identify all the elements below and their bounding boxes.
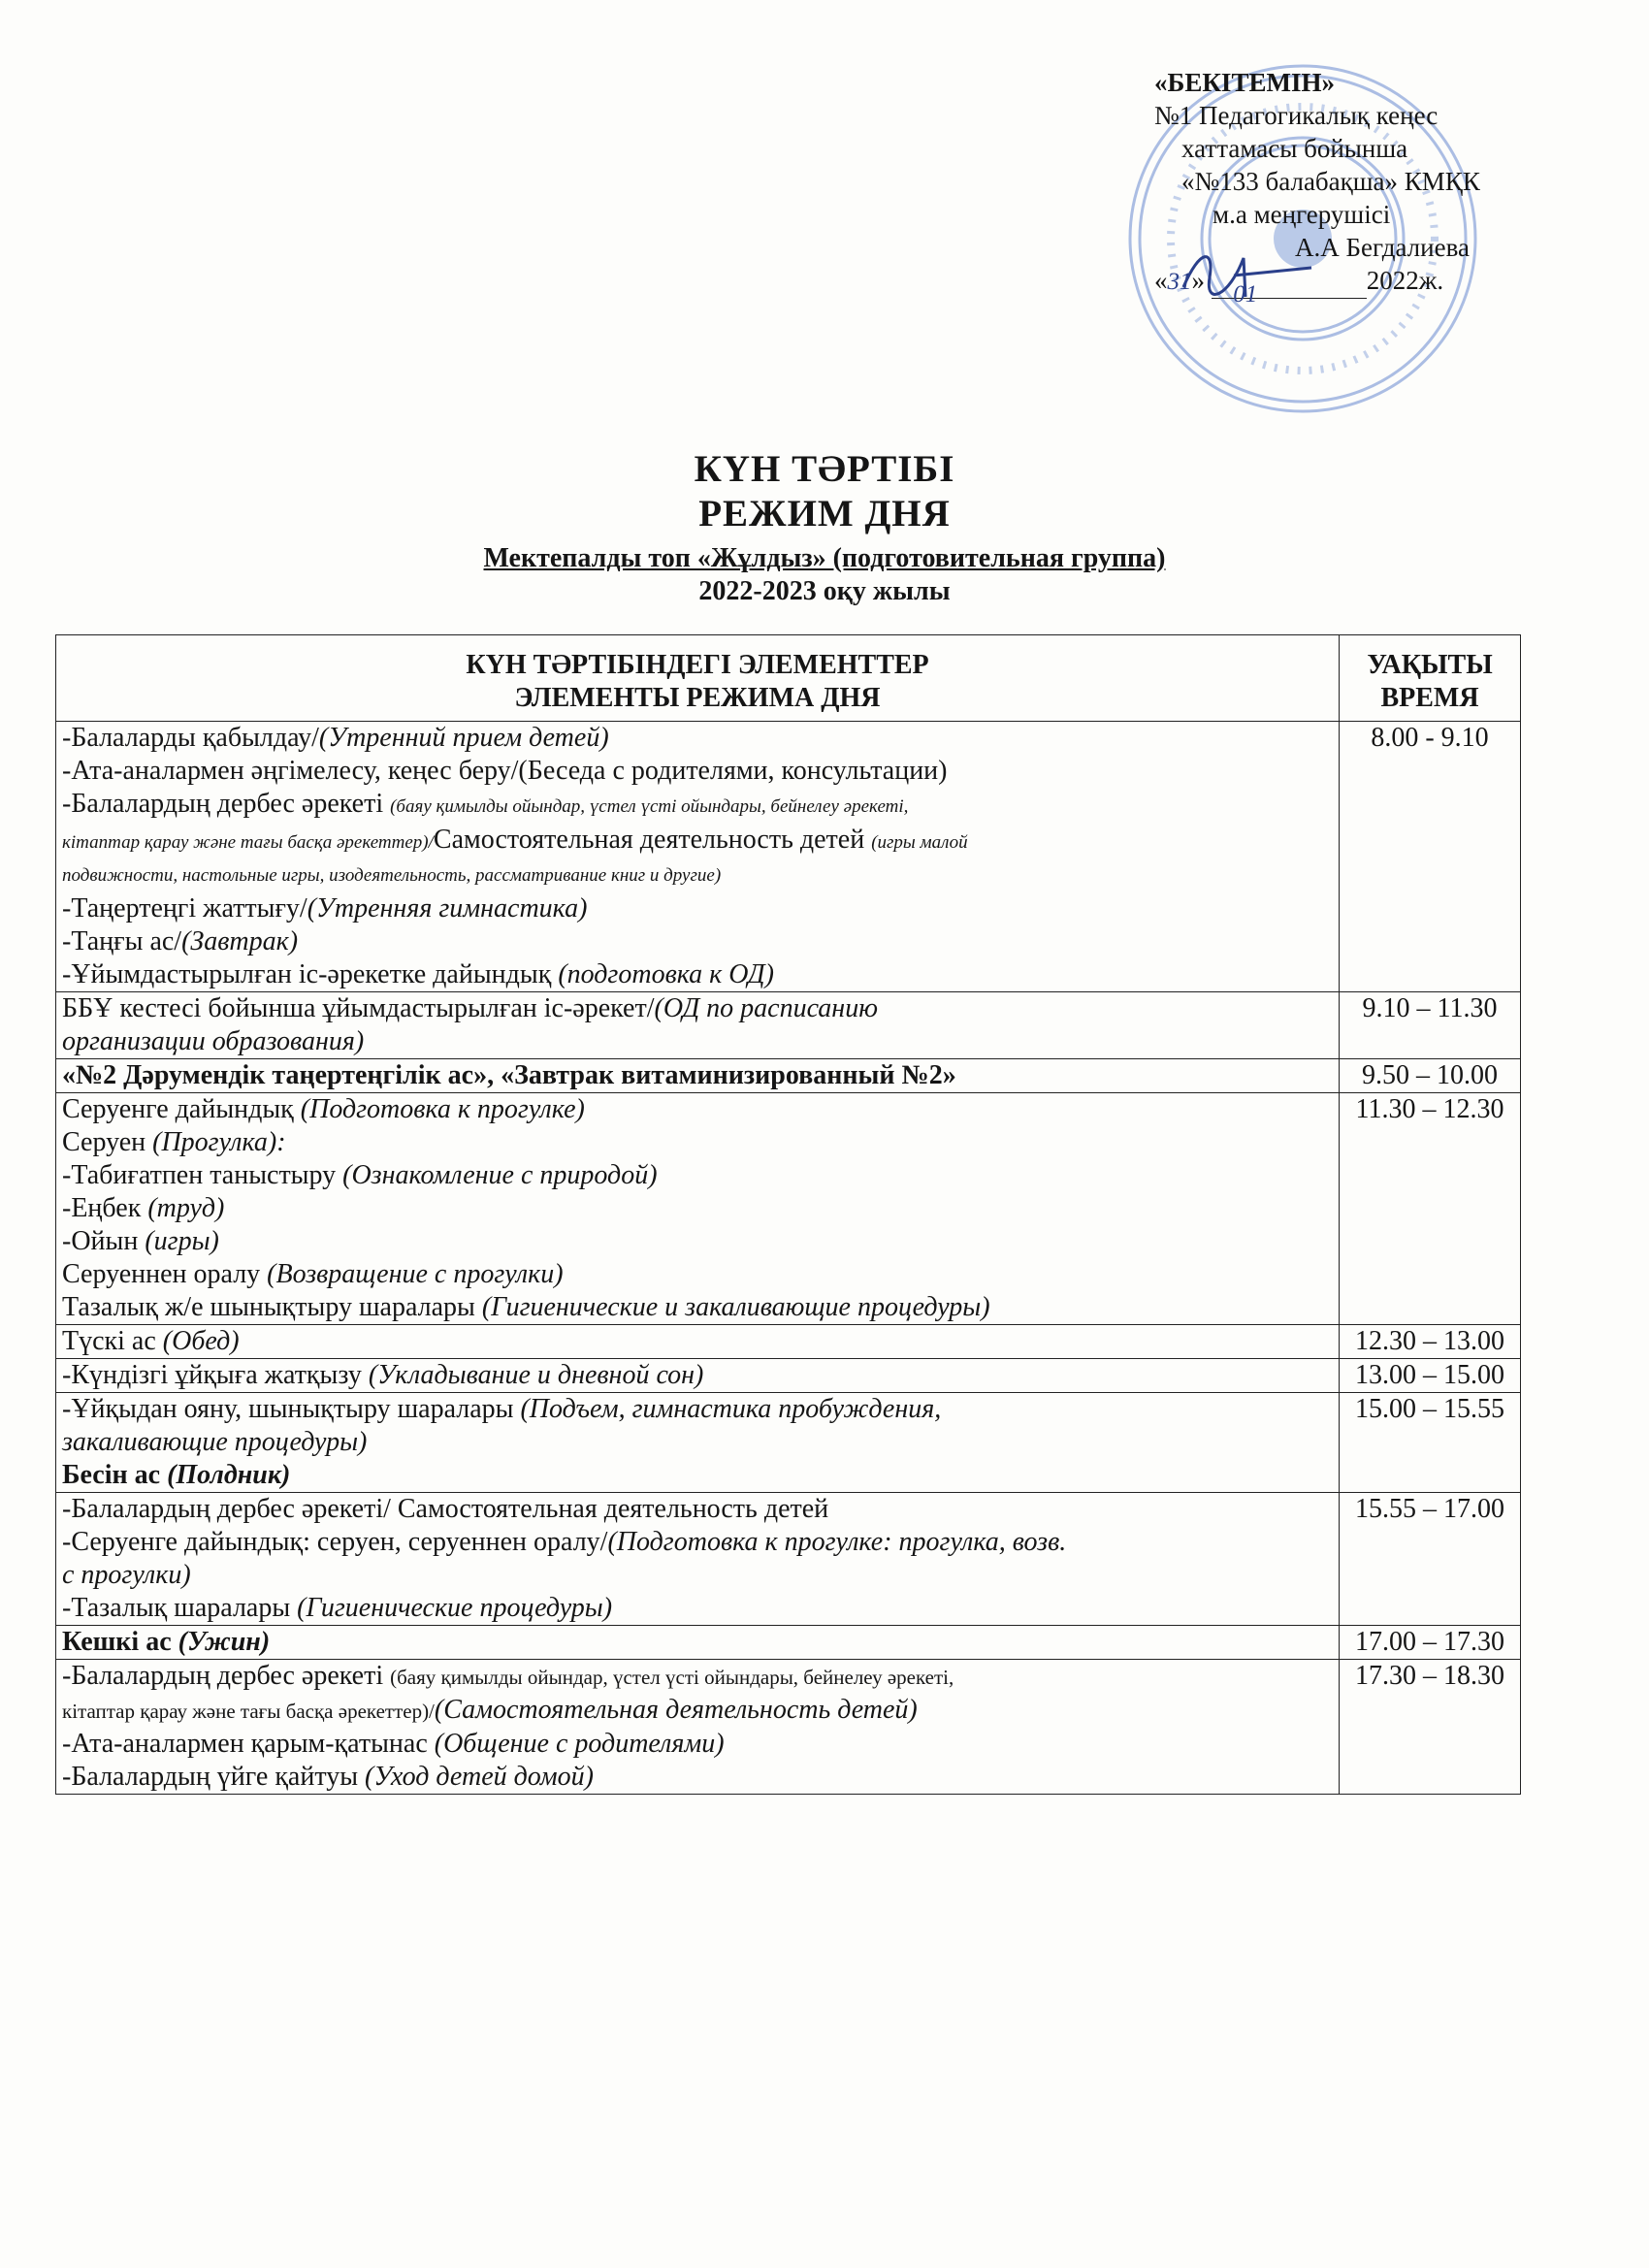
activity-text: -Еңбек — [62, 1193, 148, 1223]
activity-text: -Таңертеңгі жаттығу/ — [62, 893, 307, 923]
activity-text: -Ұйқыдан ояну, шынықтыру шаралары — [62, 1394, 521, 1424]
time-cell: 15.55 – 17.00 — [1340, 1493, 1521, 1626]
date-year: 2022ж. — [1366, 266, 1444, 295]
header-time-ru: ВРЕМЯ — [1380, 683, 1479, 713]
academic-year: 2022-2023 оқу жылы — [698, 576, 951, 606]
time-cell: 15.00 – 15.55 — [1340, 1393, 1521, 1493]
activity-text-ru: (Утренний прием детей) — [318, 723, 609, 753]
activity-text-ru: (Подъем, гимнастика пробуждения, — [520, 1394, 942, 1424]
activity-cell — [56, 1325, 1340, 1359]
activity-text-ru: (Гигиенические процедуры) — [297, 1593, 613, 1623]
activity-text: Бесін ас — [62, 1460, 168, 1490]
activity-text: -Балалардың дербес әрекеті/ Самостоятельная деятельность детей — [62, 1494, 829, 1524]
activity-cell — [56, 992, 1340, 1059]
approval-line-3: «№133 балабақша» КМҚК — [1181, 167, 1480, 196]
activity-text-ru: (Ознакомление с природой) — [342, 1160, 658, 1190]
time-cell: 8.00 - 9.10 — [1340, 722, 1521, 992]
approval-line-1: №1 Педагогикалық кеңес — [1154, 101, 1439, 130]
activity-text: -Ұйымдастырылған іс-әрекетке дайындық — [62, 959, 559, 989]
activity-note: (игры малой — [871, 832, 968, 853]
schedule-table — [55, 634, 1521, 1795]
title-kz: КҮН ТӘРТІБІ — [694, 448, 955, 490]
date-open-quote: « — [1154, 266, 1168, 295]
activity-text-ru: (Обед) — [162, 1326, 240, 1356]
activity-text: -Табиғатпен таныстыру — [62, 1160, 343, 1190]
table-row — [56, 1059, 1521, 1093]
activity-cell — [56, 1493, 1340, 1626]
activity-text-ru: (Возвращение с прогулки) — [267, 1259, 564, 1289]
activity-text-ru: закаливающие процедуры) — [62, 1427, 368, 1457]
header-elements-kz: КҮН ТӘРТІБІНДЕГІ ЭЛЕМЕНТТЕР — [466, 650, 929, 680]
header-elements — [56, 635, 1340, 722]
time-cell: 17.30 – 18.30 — [1340, 1660, 1521, 1795]
activity-text-ru: (подготовка к ОД) — [558, 959, 774, 989]
activity-note: (баяу қимылды ойындар, үстел үсті ойындары, бейнелеу әрекеті, — [390, 796, 909, 817]
table-row — [56, 1093, 1521, 1325]
activity-text: -Таңғы ас/ — [62, 926, 182, 956]
table-row — [56, 992, 1521, 1059]
approval-date — [1154, 264, 1562, 308]
activity-note: подвижности, настольные игры, изодеятельность, рассматривание книг и другие) — [62, 865, 722, 886]
activity-text-ru: (Прогулка): — [152, 1127, 286, 1157]
table-header-row — [56, 635, 1521, 722]
activity-text-ru: с прогулки) — [62, 1560, 191, 1590]
activity-text-ru: (Ужин) — [178, 1627, 271, 1657]
activity-text: -Балаларды қабылдау/ — [62, 723, 319, 753]
activity-text: -Балалардың дербес әрекеті — [62, 789, 391, 819]
table-row — [56, 1493, 1521, 1626]
activity-cell — [56, 1626, 1340, 1660]
date-day: 31 — [1167, 269, 1192, 295]
activity-cell — [56, 1359, 1340, 1393]
activity-text: -Тазалық шаралары — [62, 1593, 298, 1623]
activity-text-ru: (Самостоятельная деятельность детей) — [434, 1695, 918, 1725]
activity-text-ru: (Подготовка к прогулке) — [300, 1094, 585, 1124]
activity-text-ru: (Подготовка к прогулке: прогулка, возв. — [607, 1527, 1067, 1557]
activity-text-ru: (Утренняя гимнастика) — [307, 893, 588, 923]
activity-text-ru: организации образования) — [62, 1026, 365, 1056]
activity-text: Серуен — [62, 1127, 153, 1157]
header-elements-ru: ЭЛЕМЕНТЫ РЕЖИМА ДНЯ — [514, 683, 881, 713]
approval-title: «БЕКІТЕМІН» — [1154, 68, 1335, 97]
activity-cell — [56, 1393, 1340, 1493]
table-row — [56, 1359, 1521, 1393]
header-time — [1340, 635, 1521, 722]
activity-text: -Күндізгі ұйқыға жатқызу — [62, 1360, 369, 1390]
time-cell: 9.50 – 10.00 — [1340, 1059, 1521, 1093]
approval-line-4: м.а меңгерушісі — [1212, 200, 1391, 229]
time-cell: 12.30 – 13.00 — [1340, 1325, 1521, 1359]
header-time-kz: УАҚЫТЫ — [1367, 650, 1493, 680]
activity-text: Серуенге дайындық — [62, 1094, 301, 1124]
group-title — [0, 543, 1649, 574]
activity-text-ru: (Полдник) — [167, 1460, 291, 1490]
group-title-text: Мектепалды топ «Жұлдыз» (подготовительная группа) — [483, 543, 1166, 573]
activity-text: -Ойын — [62, 1226, 146, 1256]
activity-text: ББҰ кестесі бойынша ұйымдастырылған іс-әрекет/ — [62, 993, 655, 1023]
activity-text: -Балалардың үйге қайтуы — [62, 1762, 366, 1792]
approval-signer: А.А Бегдалиева — [1295, 233, 1470, 262]
time-cell: 17.00 – 17.30 — [1340, 1626, 1521, 1660]
table-row — [56, 1660, 1521, 1795]
activity-text-ru: (игры) — [145, 1226, 219, 1256]
activity-text-ru: (Общение с родителями) — [434, 1729, 725, 1759]
activity-text: Тазалық ж/е шынықтыру шаралары — [62, 1292, 482, 1322]
activity-text-ru: (Гигиенические и закаливающие процедуры) — [481, 1292, 990, 1322]
approval-line-2: хаттамасы бойынша — [1181, 134, 1408, 163]
activity-text: Түскі ас — [62, 1326, 163, 1356]
activity-note: (баяу қимылды ойындар, үстел үсті ойындары, бейнелеу әрекеті, — [390, 1666, 954, 1689]
activity-text: -Ата-аналармен қарым-қатынас — [62, 1729, 435, 1759]
activity-text-ru: (Укладывание и дневной сон) — [368, 1360, 704, 1390]
title-ru: РЕЖИМ ДНЯ — [698, 493, 951, 535]
activity-cell — [56, 1660, 1340, 1795]
activity-note: кітаптар қарау және тағы басқа әрекеттер)/ — [62, 1700, 435, 1723]
activity-text-ru: (ОД по расписанию — [654, 993, 878, 1023]
table-row — [56, 1325, 1521, 1359]
activity-text: -Ата-аналармен әңгімелесу, кеңес беру/(Беседа с родителями, консультации) — [62, 756, 948, 786]
time-cell: 11.30 – 12.30 — [1340, 1093, 1521, 1325]
activity-cell — [56, 722, 1340, 992]
activity-text-ru: Самостоятельная деятельность детей — [433, 825, 872, 855]
activity-cell: «№2 Дәрумендік таңертеңгілік ас», «Завтрак витаминизированный №2» — [56, 1059, 1340, 1093]
table-row — [56, 1626, 1521, 1660]
activity-note: кітаптар қарау және тағы басқа әрекеттер)/ — [62, 832, 434, 853]
activity-text-ru: (труд) — [147, 1193, 225, 1223]
activity-text: -Серуенге дайындық: серуен, серуеннен оралу/ — [62, 1527, 608, 1557]
activity-text: Кешкі ас — [62, 1627, 178, 1657]
table-row — [56, 722, 1521, 992]
activity-text: Серуеннен оралу — [62, 1259, 268, 1289]
time-cell: 9.10 – 11.30 — [1340, 992, 1521, 1059]
activity-text-ru: (Завтрак) — [181, 926, 299, 956]
activity-text: -Балалардың дербес әрекеті — [62, 1661, 391, 1691]
approval-block — [1154, 66, 1562, 308]
table-row — [56, 1393, 1521, 1493]
date-month: 01 — [1233, 281, 1258, 308]
activity-cell — [56, 1093, 1340, 1325]
time-cell: 13.00 – 15.00 — [1340, 1359, 1521, 1393]
date-close-quote: » — [1191, 266, 1205, 295]
activity-text-ru: (Уход детей домой) — [365, 1762, 594, 1792]
